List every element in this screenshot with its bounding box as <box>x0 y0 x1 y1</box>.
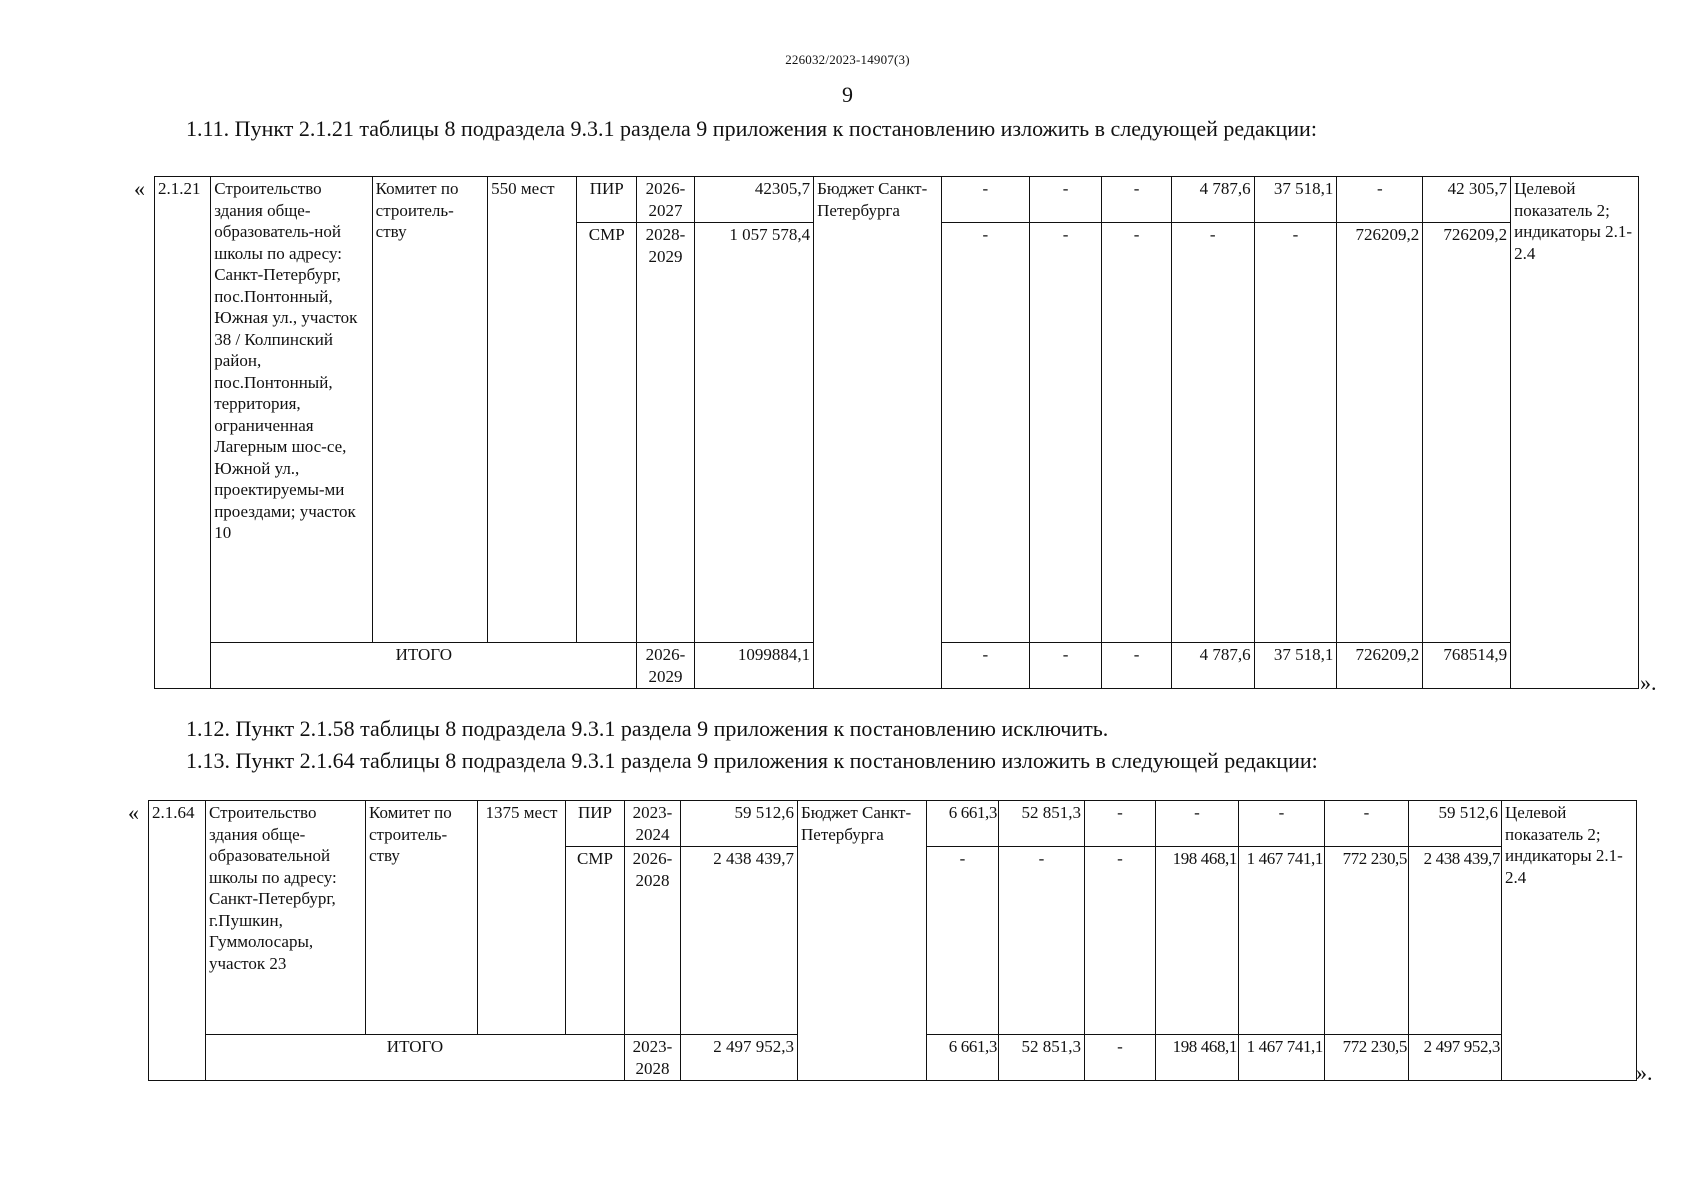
item-number-cell: 2.1.64 <box>149 801 206 1081</box>
period-cell: 2026-2028 <box>625 847 681 1035</box>
document-registration-number: 226032/2023-14907(3) <box>785 52 910 67</box>
year-value-cell: - <box>927 847 999 1035</box>
year-value-cell: 1 467 741,1 <box>1239 847 1325 1035</box>
period-cell: 2028-2029 <box>637 223 694 643</box>
itogo-label-cell: ИТОГО <box>211 643 637 689</box>
year-value-cell: - <box>1029 223 1102 643</box>
closing-quote: ». <box>1640 670 1657 695</box>
sum-value-cell: 59 512,6 <box>1409 801 1502 847</box>
year-value-cell: 37 518,1 <box>1254 643 1337 689</box>
period-cell: 2023-2028 <box>625 1035 681 1081</box>
year-value-cell: - <box>941 643 1029 689</box>
closing-quote: ». <box>1636 1060 1653 1085</box>
year-value-cell: 726209,2 <box>1337 223 1423 643</box>
year-value-cell: 726209,2 <box>1337 643 1423 689</box>
total-cell: 2 438 439,7 <box>681 847 798 1035</box>
sum-value-cell: 2 438 439,7 <box>1409 847 1502 1035</box>
object-name-cell: Строительство здания обще-образовательной школы по адресу: Санкт-Петербург, г.Пушкин, Гуммолосары, участок 23 <box>206 801 366 1035</box>
itogo-label-cell: ИТОГО <box>206 1035 625 1081</box>
year-value-cell: - <box>1325 801 1409 847</box>
year-value-cell: - <box>1254 223 1337 643</box>
period-cell: 2026-2027 <box>637 177 694 223</box>
year-value-cell: 772 230,5 <box>1325 1035 1409 1081</box>
year-value-cell: - <box>941 223 1029 643</box>
opening-quote: « <box>128 800 139 825</box>
year-value-cell: 6 661,3 <box>927 801 999 847</box>
customer-cell: Комитет по строитель-ству <box>372 177 487 643</box>
table-item-2-1-64 <box>148 800 1637 1081</box>
year-value-cell: 52 851,3 <box>999 801 1085 847</box>
sum-value-cell: 42 305,7 <box>1423 177 1511 223</box>
opening-quote: « <box>134 176 145 201</box>
capacity-cell: 550 мест <box>488 177 577 643</box>
sum-value-cell: 2 497 952,3 <box>1409 1035 1502 1081</box>
total-cell: 2 497 952,3 <box>681 1035 798 1081</box>
object-name-cell: Строительство здания обще-образователь-ной школы по адресу: Санкт-Петербург, пос.Понтонный, Южная ул., участок 38 / Колпинский район, пос.Понтонный, территория, ограниченная Лагерным шос-се, Южной ул., проектируемы-ми проездами; участок 10 <box>211 177 372 643</box>
sum-value-cell: 768514,9 <box>1423 643 1511 689</box>
sum-value-cell: 726209,2 <box>1423 223 1511 643</box>
year-value-cell: 1 467 741,1 <box>1239 1035 1325 1081</box>
stage-cell: СМР <box>566 847 625 1035</box>
year-value-cell: - <box>1029 177 1102 223</box>
stage-cell: ПИР <box>566 801 625 847</box>
year-value-cell: - <box>1085 847 1156 1035</box>
customer-cell: Комитет по строитель-ству <box>366 801 478 1035</box>
table-row <box>155 177 1639 223</box>
year-value-cell: 772 230,5 <box>1325 847 1409 1035</box>
year-value-cell: - <box>999 847 1085 1035</box>
paragraph-1-12: 1.12. Пункт 2.1.58 таблицы 8 подраздела 9.3.1 раздела 9 приложения к постановлению исключить. <box>186 716 1109 741</box>
year-value-cell: - <box>1102 643 1171 689</box>
total-cell: 59 512,6 <box>681 801 798 847</box>
year-value-cell: - <box>1029 643 1102 689</box>
stage-cell: СМР <box>577 223 637 643</box>
period-cell: 2023-2024 <box>625 801 681 847</box>
year-value-cell: - <box>1085 801 1156 847</box>
indicator-cell: Целевой показатель 2; индикаторы 2.1-2.4 <box>1511 177 1639 689</box>
year-value-cell: - <box>1171 223 1254 643</box>
year-value-cell: - <box>1085 1035 1156 1081</box>
year-value-cell: 37 518,1 <box>1254 177 1337 223</box>
year-value-cell: 198 468,1 <box>1156 847 1239 1035</box>
funding-source-cell: Бюджет Санкт-Петербурга <box>814 177 942 689</box>
paragraph-1-11: 1.11. Пункт 2.1.21 таблицы 8 подраздела 9.3.1 раздела 9 приложения к постановлению изложить в следующей редакции: <box>186 116 1317 141</box>
year-value-cell: 4 787,6 <box>1171 177 1254 223</box>
stage-cell: ПИР <box>577 177 637 223</box>
year-value-cell: - <box>1102 177 1171 223</box>
year-value-cell: - <box>1156 801 1239 847</box>
year-value-cell: 52 851,3 <box>999 1035 1085 1081</box>
year-value-cell: - <box>1102 223 1171 643</box>
capacity-cell: 1375 мест <box>478 801 566 1035</box>
page-number: 9 <box>842 82 853 107</box>
year-value-cell: 6 661,3 <box>927 1035 999 1081</box>
year-value-cell: 4 787,6 <box>1171 643 1254 689</box>
total-cell: 1099884,1 <box>694 643 814 689</box>
table-item-2-1-21 <box>154 176 1639 689</box>
funding-source-cell: Бюджет Санкт-Петербурга <box>798 801 927 1081</box>
year-value-cell: - <box>1337 177 1423 223</box>
period-cell: 2026-2029 <box>637 643 694 689</box>
year-value-cell: - <box>941 177 1029 223</box>
total-cell: 1 057 578,4 <box>694 223 814 643</box>
table-row <box>149 801 1637 847</box>
total-cell: 42305,7 <box>694 177 814 223</box>
paragraph-1-13: 1.13. Пункт 2.1.64 таблицы 8 подраздела 9.3.1 раздела 9 приложения к постановлению изложить в следующей редакции: <box>186 748 1318 773</box>
indicator-cell: Целевой показатель 2; индикаторы 2.1-2.4 <box>1502 801 1637 1081</box>
year-value-cell: - <box>1239 801 1325 847</box>
item-number-cell: 2.1.21 <box>155 177 211 689</box>
year-value-cell: 198 468,1 <box>1156 1035 1239 1081</box>
